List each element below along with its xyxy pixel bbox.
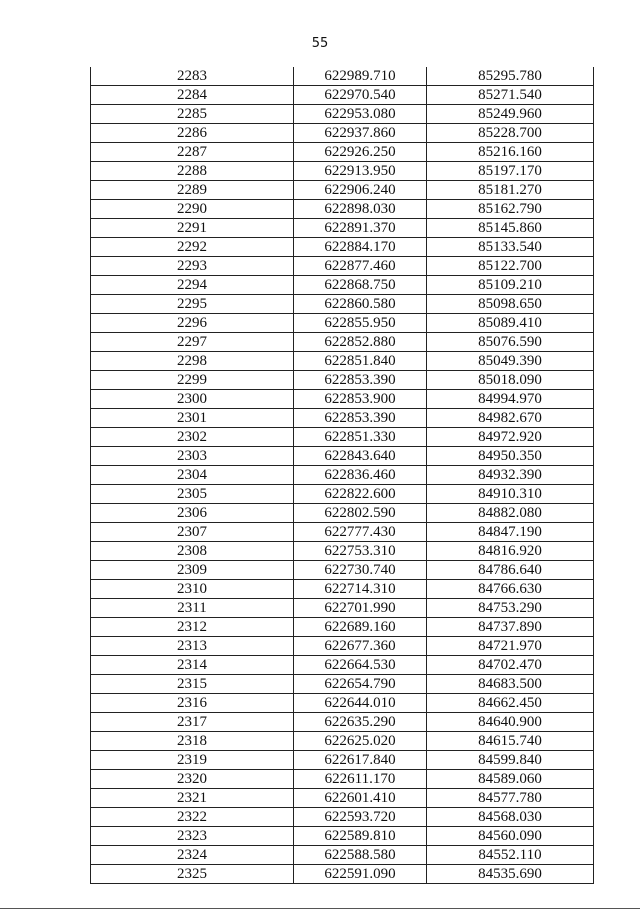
table-row: [91, 238, 594, 257]
point-number-cell: 2316: [91, 694, 294, 713]
table-row: [91, 618, 594, 637]
y-coordinate-cell: 85181.270: [427, 181, 594, 200]
point-number-cell: 2319: [91, 751, 294, 770]
point-number-cell: 2286: [91, 124, 294, 143]
table-row: [91, 371, 594, 390]
x-coordinate-cell: 622635.290: [294, 713, 427, 732]
table-row: [91, 542, 594, 561]
table-row: [91, 276, 594, 295]
table-row: [91, 561, 594, 580]
x-coordinate-cell: 622625.020: [294, 732, 427, 751]
y-coordinate-cell: 85133.540: [427, 238, 594, 257]
table-row: [91, 200, 594, 219]
x-coordinate-cell: 622937.860: [294, 124, 427, 143]
y-coordinate-cell: 84552.110: [427, 846, 594, 865]
page-number: 55: [311, 36, 329, 51]
x-coordinate-cell: 622677.360: [294, 637, 427, 656]
table-row: [91, 143, 594, 162]
y-coordinate-cell: 84615.740: [427, 732, 594, 751]
table-row: [91, 846, 594, 865]
y-coordinate-cell: 85076.590: [427, 333, 594, 352]
table-row: [91, 523, 594, 542]
x-coordinate-cell: 622822.600: [294, 485, 427, 504]
x-coordinate-cell: 622611.170: [294, 770, 427, 789]
y-coordinate-cell: 84753.290: [427, 599, 594, 618]
point-number-cell: 2298: [91, 352, 294, 371]
point-number-cell: 2305: [91, 485, 294, 504]
x-coordinate-cell: 622877.460: [294, 257, 427, 276]
x-coordinate-cell: 622989.710: [294, 67, 427, 86]
table-row: [91, 637, 594, 656]
y-coordinate-cell: 84640.900: [427, 713, 594, 732]
y-coordinate-cell: 84994.970: [427, 390, 594, 409]
point-number-cell: 2324: [91, 846, 294, 865]
x-coordinate-cell: 622913.950: [294, 162, 427, 181]
x-coordinate-cell: 622601.410: [294, 789, 427, 808]
point-number-cell: 2292: [91, 238, 294, 257]
table-row: [91, 428, 594, 447]
x-coordinate-cell: 622701.990: [294, 599, 427, 618]
x-coordinate-cell: 622851.330: [294, 428, 427, 447]
y-coordinate-cell: 84786.640: [427, 561, 594, 580]
table-row: [91, 675, 594, 694]
y-coordinate-cell: 84535.690: [427, 865, 594, 884]
point-number-cell: 2300: [91, 390, 294, 409]
x-coordinate-cell: 622898.030: [294, 200, 427, 219]
point-number-cell: 2306: [91, 504, 294, 523]
point-number-cell: 2303: [91, 447, 294, 466]
y-coordinate-cell: 85271.540: [427, 86, 594, 105]
y-coordinate-cell: 85122.700: [427, 257, 594, 276]
point-number-cell: 2315: [91, 675, 294, 694]
x-coordinate-cell: 622644.010: [294, 694, 427, 713]
point-number-cell: 2307: [91, 523, 294, 542]
point-number-cell: 2322: [91, 808, 294, 827]
table-row: [91, 86, 594, 105]
table-row: [91, 314, 594, 333]
table-row: [91, 694, 594, 713]
point-number-cell: 2299: [91, 371, 294, 390]
y-coordinate-cell: 85049.390: [427, 352, 594, 371]
x-coordinate-cell: 622853.900: [294, 390, 427, 409]
x-coordinate-cell: 622970.540: [294, 86, 427, 105]
x-coordinate-cell: 622851.840: [294, 352, 427, 371]
point-number-cell: 2287: [91, 143, 294, 162]
y-coordinate-cell: 85162.790: [427, 200, 594, 219]
point-number-cell: 2325: [91, 865, 294, 884]
table-row: [91, 656, 594, 675]
y-coordinate-cell: 84662.450: [427, 694, 594, 713]
y-coordinate-cell: 84560.090: [427, 827, 594, 846]
x-coordinate-cell: 622589.810: [294, 827, 427, 846]
table-row: [91, 333, 594, 352]
table-row: [91, 447, 594, 466]
point-number-cell: 2308: [91, 542, 294, 561]
y-coordinate-cell: 84702.470: [427, 656, 594, 675]
y-coordinate-cell: 85228.700: [427, 124, 594, 143]
y-coordinate-cell: 84766.630: [427, 580, 594, 599]
y-coordinate-cell: 84972.920: [427, 428, 594, 447]
table-row: [91, 409, 594, 428]
table-row: [91, 162, 594, 181]
table-row: [91, 865, 594, 884]
y-coordinate-cell: 85216.160: [427, 143, 594, 162]
point-number-cell: 2284: [91, 86, 294, 105]
table-row: [91, 466, 594, 485]
page-bottom-rule: [0, 908, 640, 909]
point-number-cell: 2304: [91, 466, 294, 485]
y-coordinate-cell: 84721.970: [427, 637, 594, 656]
point-number-cell: 2312: [91, 618, 294, 637]
table-row: [91, 827, 594, 846]
y-coordinate-cell: 85197.170: [427, 162, 594, 181]
x-coordinate-cell: 622654.790: [294, 675, 427, 694]
y-coordinate-cell: 84950.350: [427, 447, 594, 466]
table-row: [91, 808, 594, 827]
point-number-cell: 2294: [91, 276, 294, 295]
x-coordinate-cell: 622855.950: [294, 314, 427, 333]
y-coordinate-cell: 84847.190: [427, 523, 594, 542]
x-coordinate-cell: 622588.580: [294, 846, 427, 865]
point-number-cell: 2320: [91, 770, 294, 789]
x-coordinate-cell: 622802.590: [294, 504, 427, 523]
point-number-cell: 2318: [91, 732, 294, 751]
table-row: [91, 105, 594, 124]
point-number-cell: 2317: [91, 713, 294, 732]
table-row: [91, 390, 594, 409]
point-number-cell: 2310: [91, 580, 294, 599]
point-number-cell: 2309: [91, 561, 294, 580]
y-coordinate-cell: 84882.080: [427, 504, 594, 523]
x-coordinate-cell: 622714.310: [294, 580, 427, 599]
point-number-cell: 2323: [91, 827, 294, 846]
point-number-cell: 2293: [91, 257, 294, 276]
x-coordinate-cell: 622591.090: [294, 865, 427, 884]
table-row: [91, 67, 594, 86]
coordinates-table-body: [91, 67, 594, 884]
table-row: [91, 713, 594, 732]
table-row: [91, 219, 594, 238]
y-coordinate-cell: 84568.030: [427, 808, 594, 827]
x-coordinate-cell: 622868.750: [294, 276, 427, 295]
point-number-cell: 2301: [91, 409, 294, 428]
table-row: [91, 599, 594, 618]
point-number-cell: 2291: [91, 219, 294, 238]
point-number-cell: 2297: [91, 333, 294, 352]
point-number-cell: 2283: [91, 67, 294, 86]
x-coordinate-cell: 622617.840: [294, 751, 427, 770]
table-row: [91, 181, 594, 200]
x-coordinate-cell: 622953.080: [294, 105, 427, 124]
table-row: [91, 485, 594, 504]
y-coordinate-cell: 85145.860: [427, 219, 594, 238]
y-coordinate-cell: 84737.890: [427, 618, 594, 637]
table-row: [91, 732, 594, 751]
point-number-cell: 2311: [91, 599, 294, 618]
x-coordinate-cell: 622852.880: [294, 333, 427, 352]
y-coordinate-cell: 85098.650: [427, 295, 594, 314]
x-coordinate-cell: 622891.370: [294, 219, 427, 238]
x-coordinate-cell: 622730.740: [294, 561, 427, 580]
y-coordinate-cell: 84589.060: [427, 770, 594, 789]
x-coordinate-cell: 622926.250: [294, 143, 427, 162]
x-coordinate-cell: 622836.460: [294, 466, 427, 485]
x-coordinate-cell: 622664.530: [294, 656, 427, 675]
x-coordinate-cell: 622860.580: [294, 295, 427, 314]
y-coordinate-cell: 84982.670: [427, 409, 594, 428]
point-number-cell: 2285: [91, 105, 294, 124]
x-coordinate-cell: 622906.240: [294, 181, 427, 200]
point-number-cell: 2314: [91, 656, 294, 675]
point-number-cell: 2295: [91, 295, 294, 314]
point-number-cell: 2321: [91, 789, 294, 808]
y-coordinate-cell: 84577.780: [427, 789, 594, 808]
table-row: [91, 257, 594, 276]
table-row: [91, 124, 594, 143]
table-row: [91, 770, 594, 789]
x-coordinate-cell: 622689.160: [294, 618, 427, 637]
y-coordinate-cell: 84683.500: [427, 675, 594, 694]
y-coordinate-cell: 84910.310: [427, 485, 594, 504]
x-coordinate-cell: 622593.720: [294, 808, 427, 827]
point-number-cell: 2313: [91, 637, 294, 656]
y-coordinate-cell: 85295.780: [427, 67, 594, 86]
x-coordinate-cell: 622753.310: [294, 542, 427, 561]
table-row: [91, 789, 594, 808]
x-coordinate-cell: 622777.430: [294, 523, 427, 542]
y-coordinate-cell: 84816.920: [427, 542, 594, 561]
table-row: [91, 295, 594, 314]
table-row: [91, 504, 594, 523]
x-coordinate-cell: 622884.170: [294, 238, 427, 257]
y-coordinate-cell: 85249.960: [427, 105, 594, 124]
y-coordinate-cell: 84932.390: [427, 466, 594, 485]
table-row: [91, 580, 594, 599]
point-number-cell: 2296: [91, 314, 294, 333]
y-coordinate-cell: 85109.210: [427, 276, 594, 295]
point-number-cell: 2288: [91, 162, 294, 181]
table-row: [91, 751, 594, 770]
point-number-cell: 2290: [91, 200, 294, 219]
coordinates-table: [90, 67, 594, 884]
x-coordinate-cell: 622843.640: [294, 447, 427, 466]
x-coordinate-cell: 622853.390: [294, 409, 427, 428]
y-coordinate-cell: 85018.090: [427, 371, 594, 390]
table-row: [91, 352, 594, 371]
y-coordinate-cell: 84599.840: [427, 751, 594, 770]
y-coordinate-cell: 85089.410: [427, 314, 594, 333]
x-coordinate-cell: 622853.390: [294, 371, 427, 390]
point-number-cell: 2302: [91, 428, 294, 447]
point-number-cell: 2289: [91, 181, 294, 200]
